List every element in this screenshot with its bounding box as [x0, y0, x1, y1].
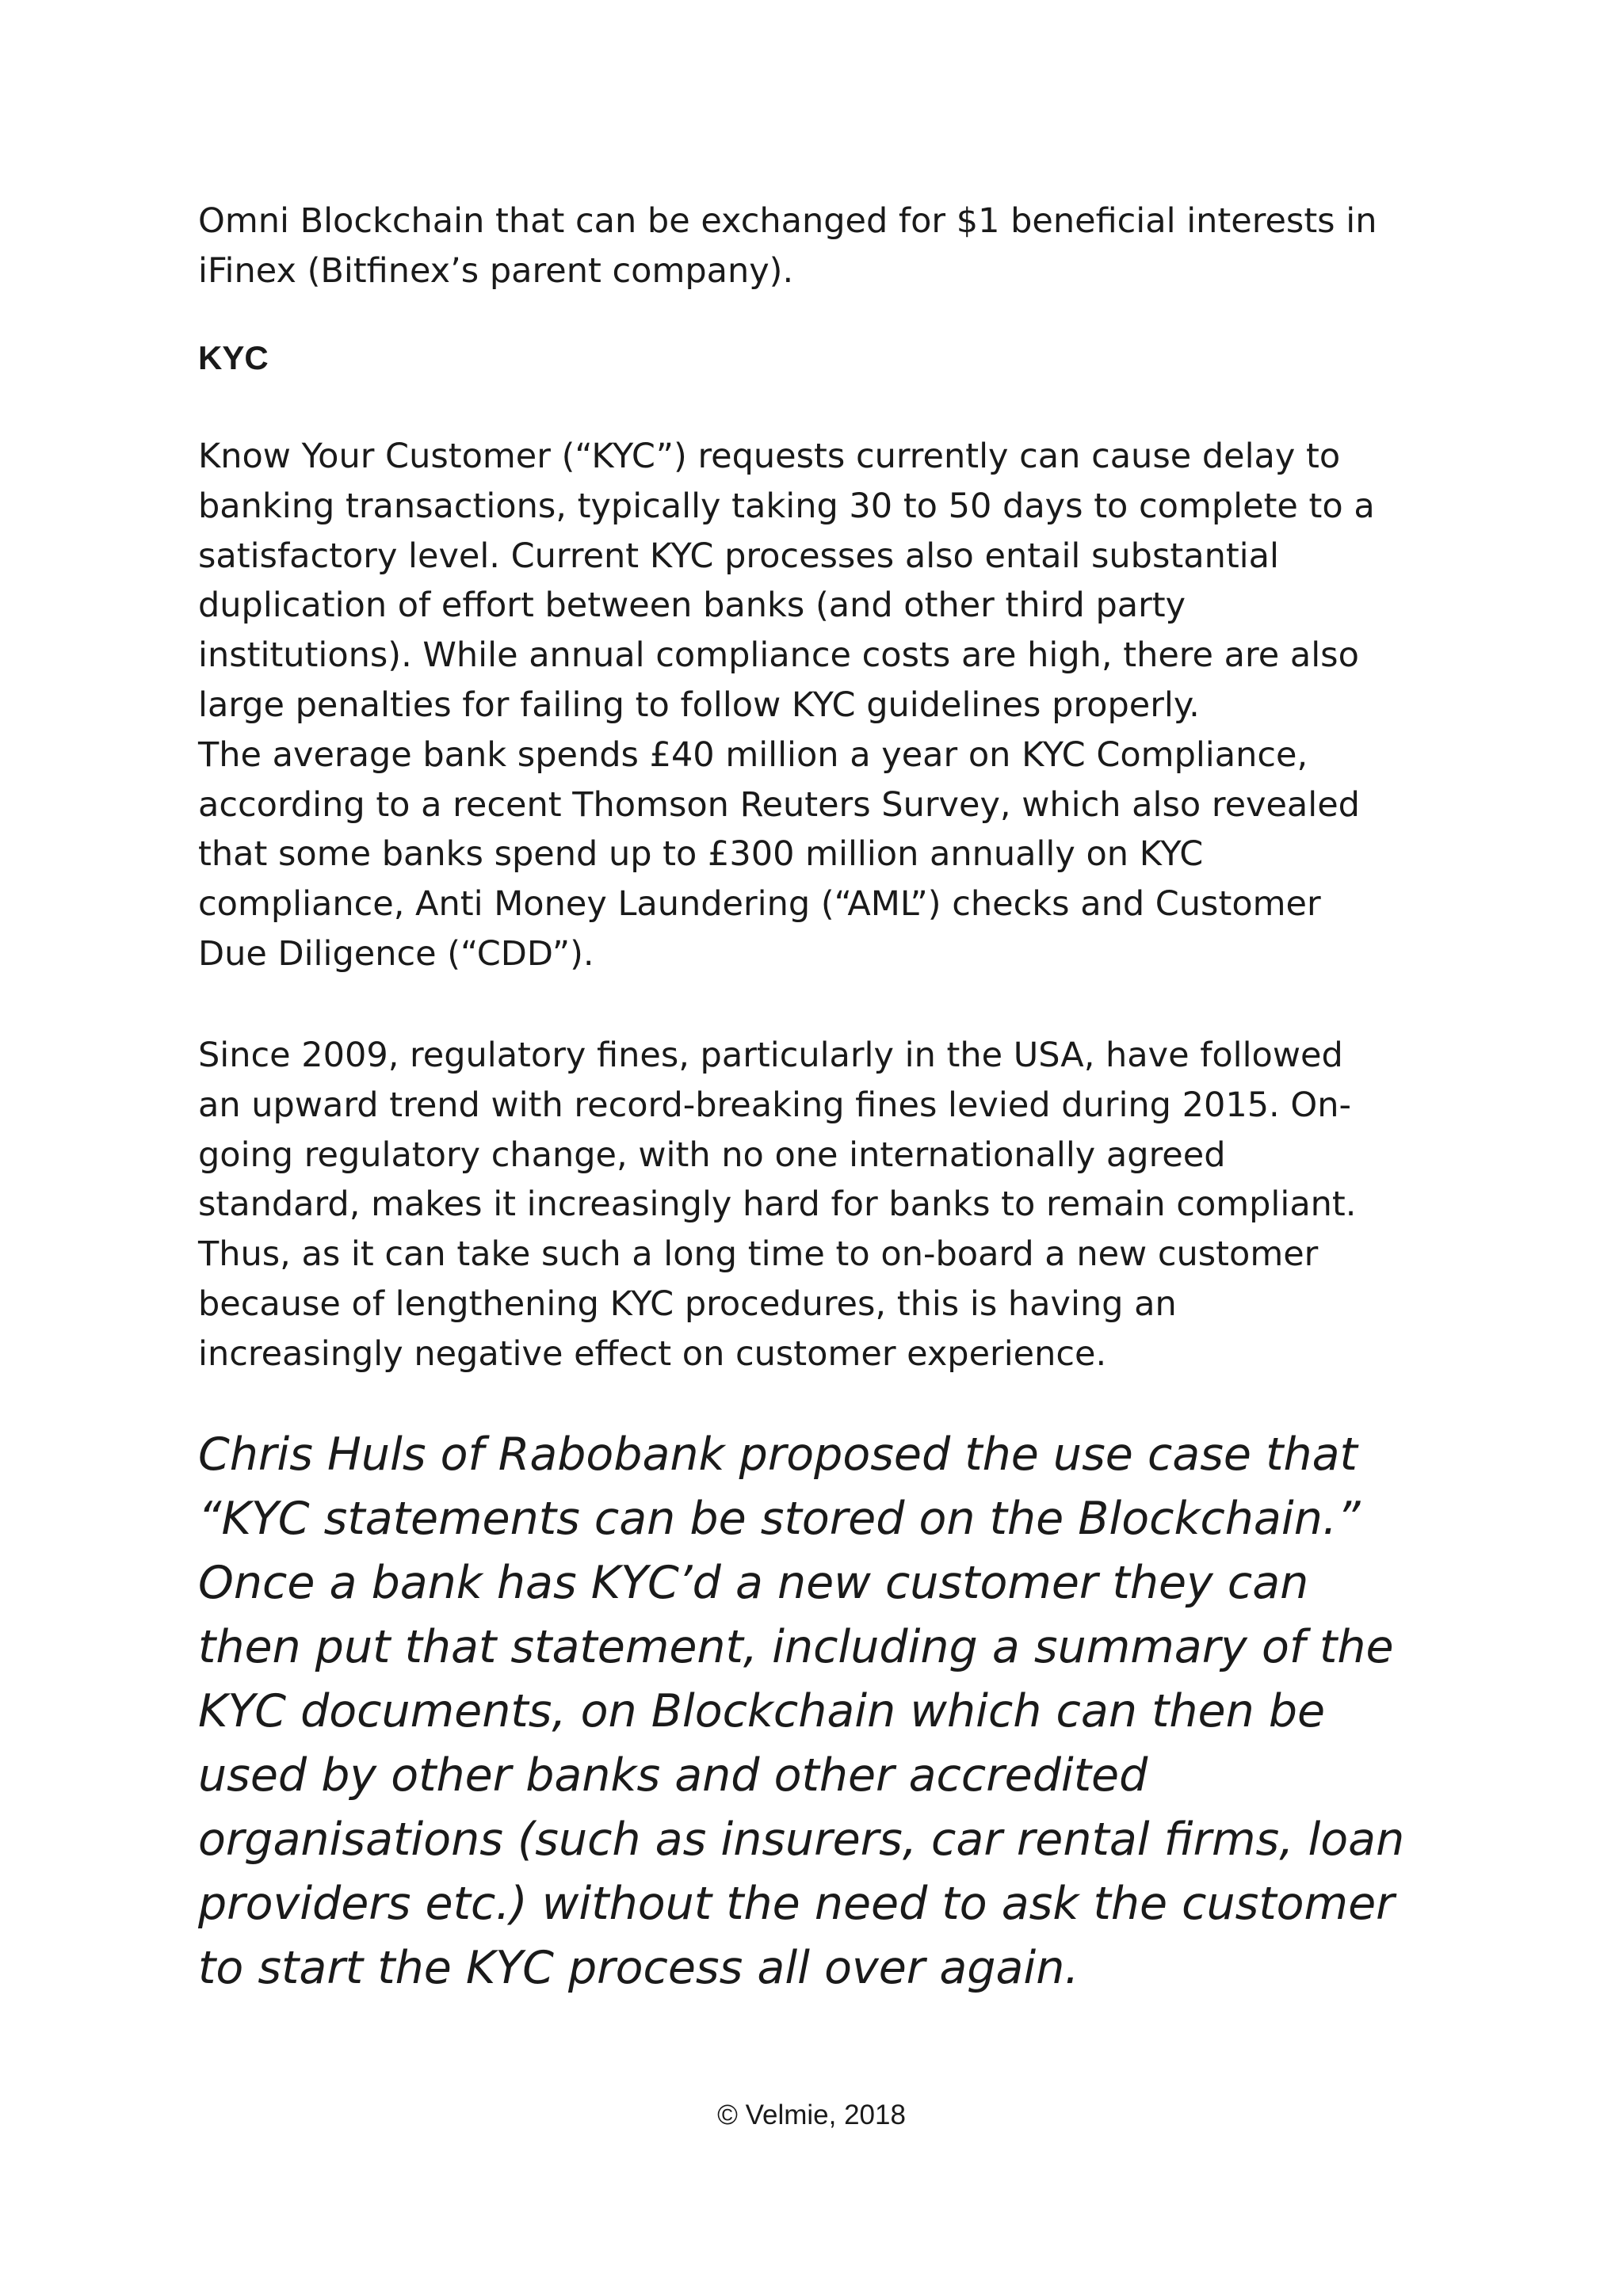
text-line: Thus, as it can take such a long time to on-board a new customer — [198, 1234, 1319, 1275]
text-line: Since 2009, regulatory fines, particularly in the USA, have followed — [198, 1035, 1343, 1075]
text-line: increasingly negative effect on customer experience. — [198, 1333, 1107, 1374]
text-line: standard, makes it increasingly hard for banks to remain compliant. — [198, 1184, 1357, 1225]
text-line: that some banks spend up to £300 million annually on KYC — [198, 834, 1204, 875]
text-line: Know Your Customer (“KYC”) requests currently can cause delay to — [198, 437, 1341, 476]
text-line: large penalties for failing to follow KYC guidelines properly. — [198, 685, 1200, 725]
quote-line: organisations (such as insurers, car rental firms, loan — [198, 1814, 1405, 1866]
pull-quote — [198, 1423, 1404, 2000]
text-line: because of lengthening KYC procedures, this is having an — [198, 1283, 1177, 1324]
quote-line: “KYC statements can be stored on the Blockchain.” — [198, 1493, 1361, 1545]
quote-line: used by other banks and other accredited — [198, 1749, 1148, 1802]
text-line: banking transactions, typically taking 30 to 50 days to complete to a — [198, 486, 1375, 526]
section-heading: KYC — [198, 339, 269, 376]
intro-paragraph — [198, 196, 1377, 296]
text-line: iFinex (Bitfinex’s parent company). — [198, 250, 794, 291]
text-line: going regulatory change, with no one internationally agreed — [198, 1135, 1226, 1175]
text-line: The average bank spends £40 million a year on KYC Compliance, — [198, 734, 1308, 775]
text-line: institutions). While annual compliance costs are high, there are also — [198, 635, 1359, 676]
text-line: Omni Blockchain that can be exchanged for $1 beneficial interests in — [198, 201, 1377, 241]
text-line: duplication of effort between banks (and other third party — [198, 585, 1186, 626]
quote-line: to start the KYC process all over again. — [198, 1942, 1079, 1994]
copyright-footer: © Velmie, 2018 — [717, 2100, 906, 2130]
text-line: satisfactory level. Current KYC processes also entail substantial — [198, 536, 1279, 576]
kyc-paragraph-2 — [198, 1031, 1356, 1379]
text-line: Due Diligence (“CDD”). — [198, 933, 594, 974]
quote-line: then put that statement, including a summary of the — [198, 1621, 1394, 1673]
text-line: compliance, Anti Money Laundering (“AML”) checks and Customer — [198, 884, 1321, 925]
text-line: an upward trend with record-breaking fines levied during 2015. On- — [198, 1085, 1352, 1125]
quote-line: Chris Huls of Rabobank proposed the use case that — [198, 1428, 1358, 1481]
text-line: according to a recent Thomson Reuters Survey, which also revealed — [198, 784, 1360, 825]
quote-line: KYC documents, on Blockchain which can then be — [198, 1685, 1326, 1737]
kyc-paragraph-1 — [198, 432, 1375, 979]
quote-line: Once a bank has KYC’d a new customer they can — [198, 1557, 1309, 1609]
quote-line: providers etc.) without the need to ask the customer — [198, 1878, 1395, 1930]
